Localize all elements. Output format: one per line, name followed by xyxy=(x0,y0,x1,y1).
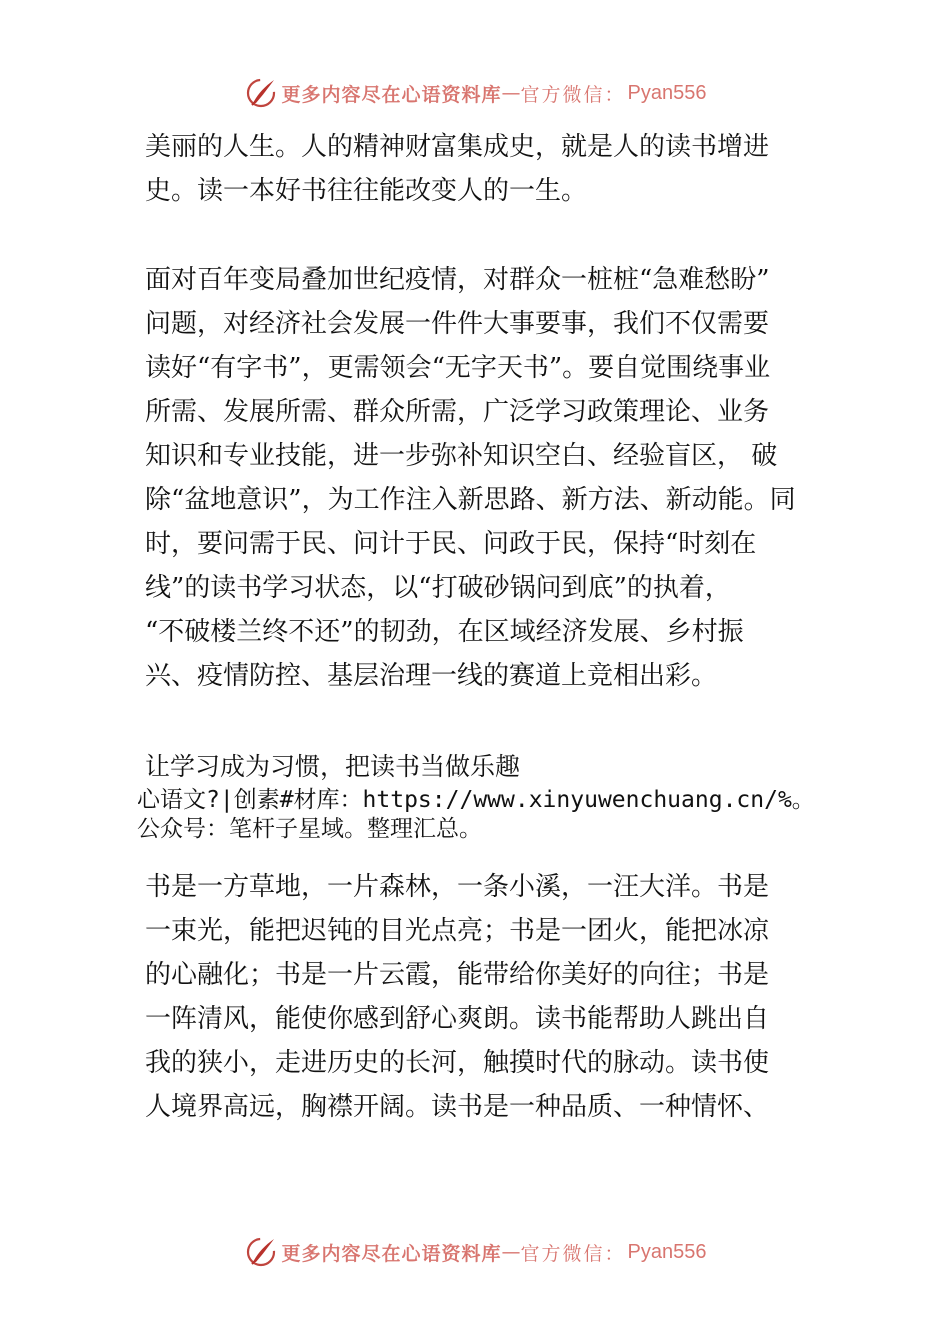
banner-brand: 更多内容尽在心语资料库 xyxy=(281,83,502,106)
text-line: 史。读一本好书往往能改变人的一生。 xyxy=(145,176,588,206)
banner-brand: 更多内容尽在心语资料库 xyxy=(281,1242,502,1265)
text-line: 兴、疫情防控、基层治理一线的赛道上竞相出彩。 xyxy=(145,661,718,691)
banner-wechat-id: Pyan556 xyxy=(627,81,707,104)
banner-dash: — xyxy=(501,1241,521,1263)
section-heading: 让学习成为习惯，把读书当做乐趣 xyxy=(145,752,521,781)
text-line: “不破楼兰终不还”的韧劲，在区域经济发展、乡村振 xyxy=(145,617,744,647)
banner-label: 官方微信： xyxy=(520,83,626,106)
text-line: 问题，对经济社会发展一件件大事要事，我们不仅需要 xyxy=(145,309,770,339)
text-line: 的心融化；书是一片云霞，能带给你美好的向往；书是 xyxy=(145,960,770,990)
text-line: 线”的读书学习状态，以“打破砂锅问到底”的执着， xyxy=(145,573,731,603)
source-note-line: 公众号：笔杆子星域。整理汇总。 xyxy=(137,816,482,842)
text-line: 一阵清风，能使你感到舒心爽朗。读书能帮助人跳出自 xyxy=(145,1004,770,1034)
text-line: 书是一方草地，一片森林，一条小溪，一汪大洋。书是 xyxy=(145,872,770,902)
source-note-line: 心语文?|创素#材库：https://www.xinyuwenchuang.cn/%。 xyxy=(137,787,815,813)
text-line: 一束光，能把迟钝的目光点亮；书是一团火，能把冰凉 xyxy=(145,916,770,946)
banner-label: 官方微信： xyxy=(520,1242,626,1265)
header-banner xyxy=(0,73,950,113)
text-line: 美丽的人生。人的精神财富集成史，就是人的读书增进 xyxy=(145,132,770,162)
text-line: 时，要问需于民、问计于民、问政于民，保持“时刻在 xyxy=(145,529,757,559)
quill-pen-logo-icon xyxy=(244,1235,278,1269)
text-line: 读好“有字书”，更需领会“无字天书”。要自觉围绕事业 xyxy=(145,353,771,383)
text-line: 人境界高远，胸襟开阔。读书是一种品质、一种情怀、 xyxy=(145,1092,770,1122)
text-line: 除“盆地意识”，为工作注入新思路、新方法、新动能。同 xyxy=(145,485,796,515)
text-line: 知识和专业技能，进一步弥补知识空白、经验盲区， 破 xyxy=(145,441,778,471)
quill-pen-logo-icon xyxy=(244,76,278,110)
banner-wechat-id: Pyan556 xyxy=(627,1240,707,1263)
text-line: 面对百年变局叠加世纪疫情，对群众一桩桩“急难愁盼” xyxy=(145,265,770,295)
text-line: 所需、发展所需、群众所需，广泛学习政策理论、业务 xyxy=(145,397,770,427)
text-line: 我的狭小，走进历史的长河，触摸时代的脉动。读书使 xyxy=(145,1048,770,1078)
banner-dash: — xyxy=(501,82,521,104)
footer-banner xyxy=(0,1232,950,1272)
